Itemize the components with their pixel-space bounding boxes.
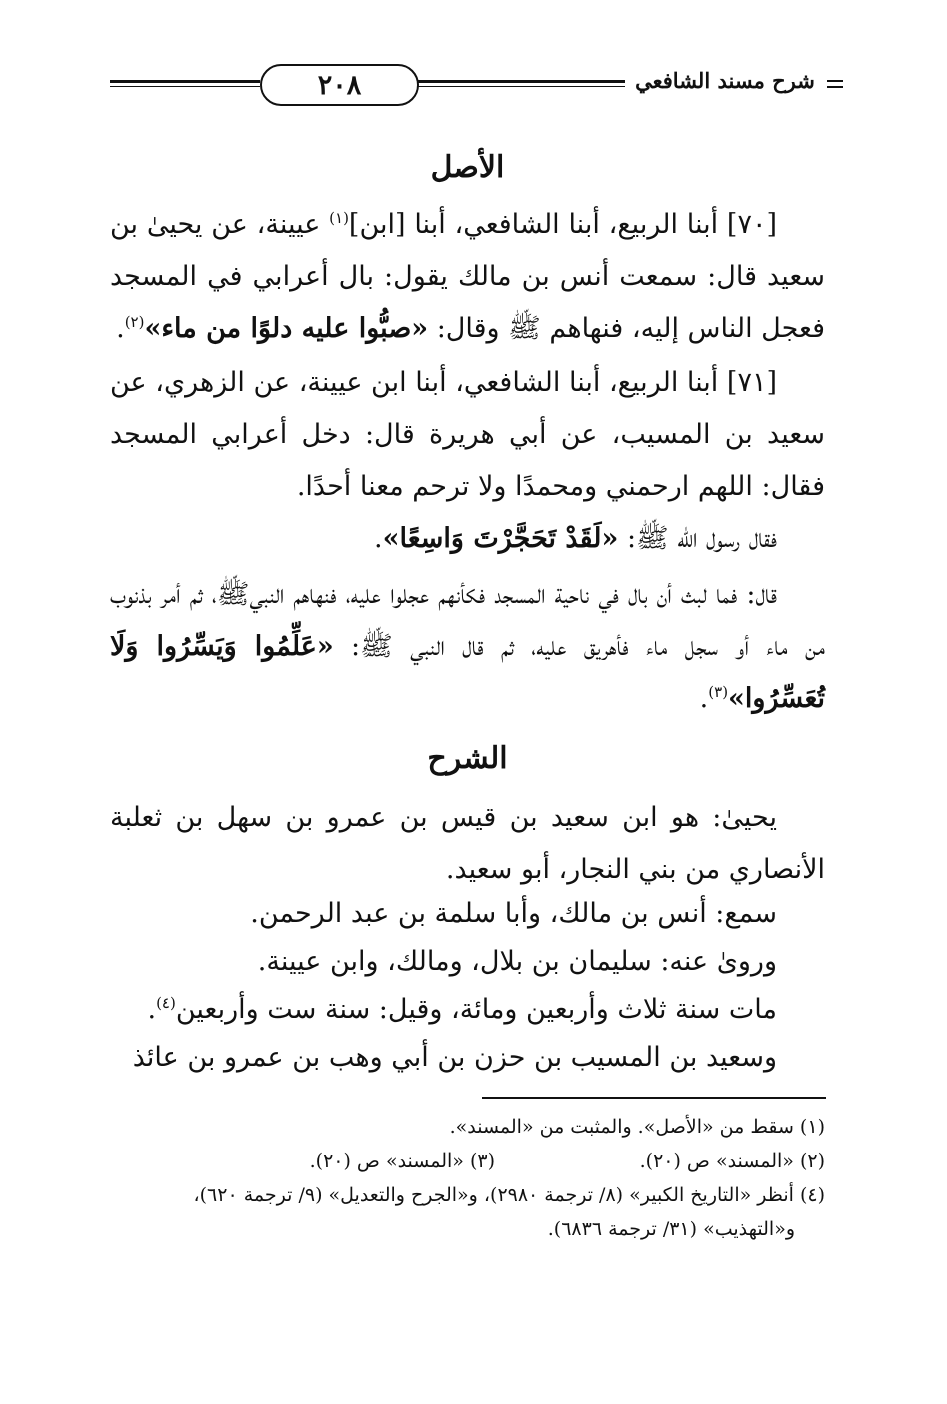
page-header [110, 60, 825, 106]
running-title: شرح مسند الشافعي [625, 68, 825, 93]
hadith-71-paragraph: [٧١] أبنا الربيع، أبنا الشافعي، أبنا ابن عيينة، عن الزهري، عن سعيد بن المسيب، عن أبي هريرة قال: دخل أعرابي المسجد فقال: اللهم ارحمني ومحمدًا ولا ترحم معنا أحدًا. [110, 367, 825, 502]
footnote-4: (٤) أنظر «التاريخ الكبير» (٨/ ترجمة ٢٩٨٠)، و«الجرح والتعديل» (٩/ ترجمة ٦٢٠)، [193, 1184, 825, 1206]
sharh-paragraph: سمع: أنس بن مالك، وأبا سلمة بن عبد الرحمن. [250, 898, 777, 929]
footnote-ref-2: (٢) [124, 313, 145, 331]
hadith-71-continuation: قال: فما لبث أن بال في ناحية المسجد فكأنهم عجلوا عليه، فنهاهم النبيﷺ، ثم أمر بذنوب من ماء أو سجل ماء فأهريق عليه، ثم قال النبي ﷺ: «عَلِّمُوا وَيَسِّرُوا وَلَا تُعَسِّرُوا»$^{(٣)}$. [110, 579, 826, 714]
title-ornament [827, 80, 843, 92]
footnote-1: (١) سقط من «الأصل». والمثبت من «المسند». [449, 1116, 825, 1138]
paragraph-text: عيينة، عن يحيىٰ بن سعيد قال: سمعت أنس بن مالك يقول: بال أعرابي في المسجد فعجل الناس إليه، فنهاهم ﷺ وقال: [110, 209, 825, 344]
hadith-71-quote-line: فقال رسول الله ﷺ: «لَقَدْ تَحَجَّرْتَ وَاسِعًا». [374, 523, 777, 554]
hadith-quote: «صبُّوا عليه دلوًا من ماء» [144, 313, 429, 344]
footnote-ref-3: (٣) [708, 683, 729, 701]
hadith-70-paragraph: [٧٠] أبنا الربيع، أبنا الشافعي، أبنا [ابن]$^{(١)}$ عيينة، عن يحيىٰ بن سعيد قال: سمعت أنس بن مالك يقول: بال أعرابي في المسجد فعجل الناس إليه، فنهاهم ﷺ وقال: «صبُّوا عليه دلوًا من ماء»$^{(٢)}$. [110, 209, 825, 344]
footnote-separator [482, 1097, 826, 1099]
footnote-ref-1: (١) [329, 209, 349, 227]
sharh-paragraph: مات سنة ثلاث وأربعين ومائة، وقيل: سنة ست وأربعين$^{(٤)}$. [147, 994, 777, 1025]
paragraph-text: [٧٠] أبنا الربيع، أبنا الشافعي، أبنا [ابن] [348, 209, 777, 240]
hadith-quote: «عَلِّمُوا وَيَسِّرُوا وَلَا تُعَسِّرُوا» [110, 631, 825, 714]
sharh-paragraph: وروىٰ عنه: سليمان بن بلال، ومالك، وابن عيينة. [257, 946, 777, 977]
footnote-2: (٢) «المسند» ص (٢٠). [639, 1150, 825, 1172]
section-heading-sharh: الشرح [427, 741, 508, 776]
sharh-paragraph: يحيىٰ: هو ابن سعيد بن قيس بن عمرو بن سهل بن ثعلبة الأنصاري من بني النجار، أبو سعيد. [110, 802, 825, 885]
hadith-quote: «لَقَدْ تَحَجَّرْتَ وَاسِعًا» [382, 523, 619, 554]
footnote-ref-4: (٤) [156, 994, 176, 1012]
header-rule [110, 80, 260, 83]
header-rule [110, 86, 260, 87]
footnotes [110, 1110, 825, 1246]
footnote-4-continuation: و«التهذيب» (٣١/ ترجمة ٦٨٣٦). [547, 1218, 795, 1240]
section-heading-asl: الأصل [430, 150, 505, 185]
page-number: ٢٠٨ [260, 64, 419, 106]
footnote-3: (٣) «المسند» ص (٢٠). [309, 1150, 495, 1172]
footnote-row [110, 1144, 825, 1178]
sharh-paragraph: وسعيد بن المسيب بن حزن بن أبي وهب بن عمرو بن عائذ [132, 1042, 777, 1073]
